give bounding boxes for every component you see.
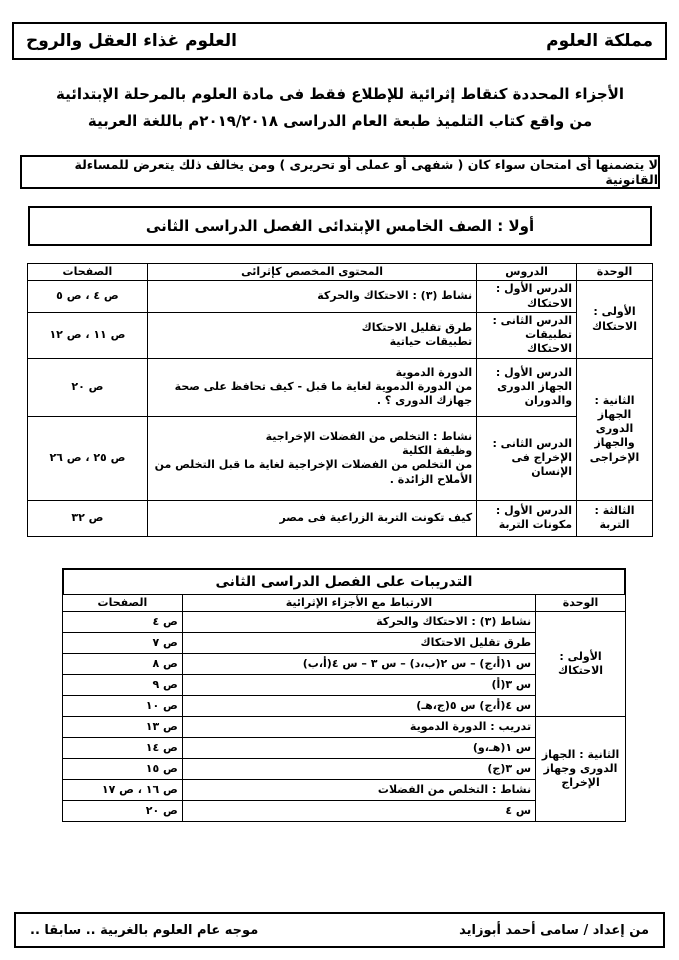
table-header-row: [63, 595, 626, 612]
pages-cell: ص ١٥: [63, 759, 183, 780]
col-lessons: الدروس: [477, 264, 577, 281]
link-cell: س ٤: [182, 801, 535, 822]
unit-cell: الثانية : الجهاز الدورى وجهاز الإخراج: [536, 717, 626, 822]
content-line: طرق تقليل الاحتكاك: [361, 321, 473, 335]
link-cell: تدريب : الدورة الدموية: [182, 717, 535, 738]
content-cell: نشاط (٣) : الاحتكاك والحركة: [147, 281, 476, 313]
pages-cell: ص ١١ ، ص ١٢: [28, 312, 148, 358]
content-line: الدورة الدموية: [395, 365, 473, 379]
col-pages: الصفحات: [63, 595, 183, 612]
col-pages: الصفحات: [28, 264, 148, 281]
link-cell: س ١(هـ،و): [182, 738, 535, 759]
content-line: من التخلص من الفضلات الإخراجية لغاية ما قبل التخلص من الأملاح الزائدة .: [154, 458, 473, 486]
col-unit: الوحدة: [536, 595, 626, 612]
table-header-row: [28, 264, 653, 281]
table-row: [63, 717, 626, 738]
content-line: نشاط : التخلص من الفضلات الإخراجية: [265, 429, 473, 443]
pages-cell: ص ١٦ ، ص ١٧: [63, 780, 183, 801]
page-footer: [14, 912, 665, 948]
lesson-cell: الدرس الثانى : الإخراج فى الإنسان: [477, 416, 577, 500]
section1-title: أولا : الصف الخامس الإبتدائى الفصل الدراسى الثانى: [28, 206, 652, 246]
pages-cell: ص ١٣: [63, 717, 183, 738]
table-row: [28, 358, 653, 416]
header-right-title: مملكة العلوم: [546, 31, 653, 51]
footer-role: موجه عام العلوم بالغربية .. سابقا ..: [30, 922, 259, 938]
section2-title: التدريبات على الفصل الدراسى الثانى: [62, 568, 626, 594]
page-header: [12, 22, 667, 60]
table-row: [28, 312, 653, 358]
doc-title-line1: الأجزاء المحددة كنقاط إثرائية للإطلاع فقط فى مادة العلوم بالمرحلة الإبتدائية: [55, 85, 625, 103]
exercises-table: [62, 594, 626, 822]
enrichment-table: [27, 263, 653, 537]
pages-cell: ص ١٤: [63, 738, 183, 759]
content-line: تطبيقات حياتية: [389, 335, 473, 349]
link-cell: س ٣(أ): [182, 675, 535, 696]
col-link: الارتباط مع الأجزاء الإثرائية: [182, 595, 535, 612]
content-cell: [147, 312, 476, 358]
pages-cell: ص ٨: [63, 654, 183, 675]
lesson-cell: الدرس الأول : الاحتكاك: [477, 281, 577, 313]
col-content: المحتوى المخصص كإثرائى: [147, 264, 476, 281]
lesson-cell: الدرس الأول : مكونات التربة: [477, 500, 577, 536]
content-cell: [147, 416, 476, 500]
table-row: [28, 500, 653, 536]
pages-cell: ص ٧: [63, 633, 183, 654]
unit-cell: الثانية : الجهاز الدورى والجهاز الإخراجى: [577, 358, 653, 500]
lesson-cell: الدرس الثانى : تطبيقات الاحتكاك: [477, 312, 577, 358]
pages-cell: ص ٣٢: [28, 500, 148, 536]
doc-title-line2: من واقع كتاب التلميذ طبعة العام الدراسى ٢٠١٩/٢٠١٨م باللغة العربية: [87, 112, 593, 130]
pages-cell: ص ٢٠: [63, 801, 183, 822]
pages-cell: ص ٩: [63, 675, 183, 696]
pages-cell: ص ١٠: [63, 696, 183, 717]
pages-cell: ص ٢٠: [28, 358, 148, 416]
pages-cell: ص ٤ ، ص ٥: [28, 281, 148, 313]
unit-cell: الثالثة : التربة: [577, 500, 653, 536]
content-cell: [147, 358, 476, 416]
link-cell: طرق تقليل الاحتكاك: [182, 633, 535, 654]
table-row: [28, 281, 653, 313]
table-row: [28, 416, 653, 500]
link-cell: س ٤(أ،ج) س ٥(ج،هـ): [182, 696, 535, 717]
link-cell: نشاط : التخلص من الفضلات: [182, 780, 535, 801]
legal-notice: لا يتضمنها أى امتحان سواء كان ( شفهى أو عملى أو تحريرى ) ومن يخالف ذلك يتعرض للمساءلة القانونية: [20, 155, 660, 189]
lesson-cell: الدرس الأول : الجهاز الدورى والدوران: [477, 358, 577, 416]
content-line: من الدورة الدموية لغاية ما قبل - كيف تحافظ على صحة جهازك الدورى ؟ .: [174, 380, 473, 408]
table-row: [63, 612, 626, 633]
link-cell: س ٣(ج): [182, 759, 535, 780]
unit-cell: الأولى : الاحتكاك: [577, 281, 653, 358]
content-cell: كيف تكونت التربة الزراعية فى مصر: [147, 500, 476, 536]
header-left-slogan: العلوم غذاء العقل والروح: [26, 31, 237, 51]
pages-cell: ص ٢٥ ، ص ٢٦: [28, 416, 148, 500]
footer-author: من إعداد / سامى أحمد أبوزايد: [459, 922, 649, 938]
content-line: وظيفة الكلية: [402, 443, 473, 457]
pages-cell: ص ٤: [63, 612, 183, 633]
link-cell: س ١(أ،ج) – س ٢(ب،د) – س ٣ – س ٤(أ،ب): [182, 654, 535, 675]
link-cell: نشاط (٣) : الاحتكاك والحركة: [182, 612, 535, 633]
unit-cell: الأولى : الاحتكاك: [536, 612, 626, 717]
col-unit: الوحدة: [577, 264, 653, 281]
